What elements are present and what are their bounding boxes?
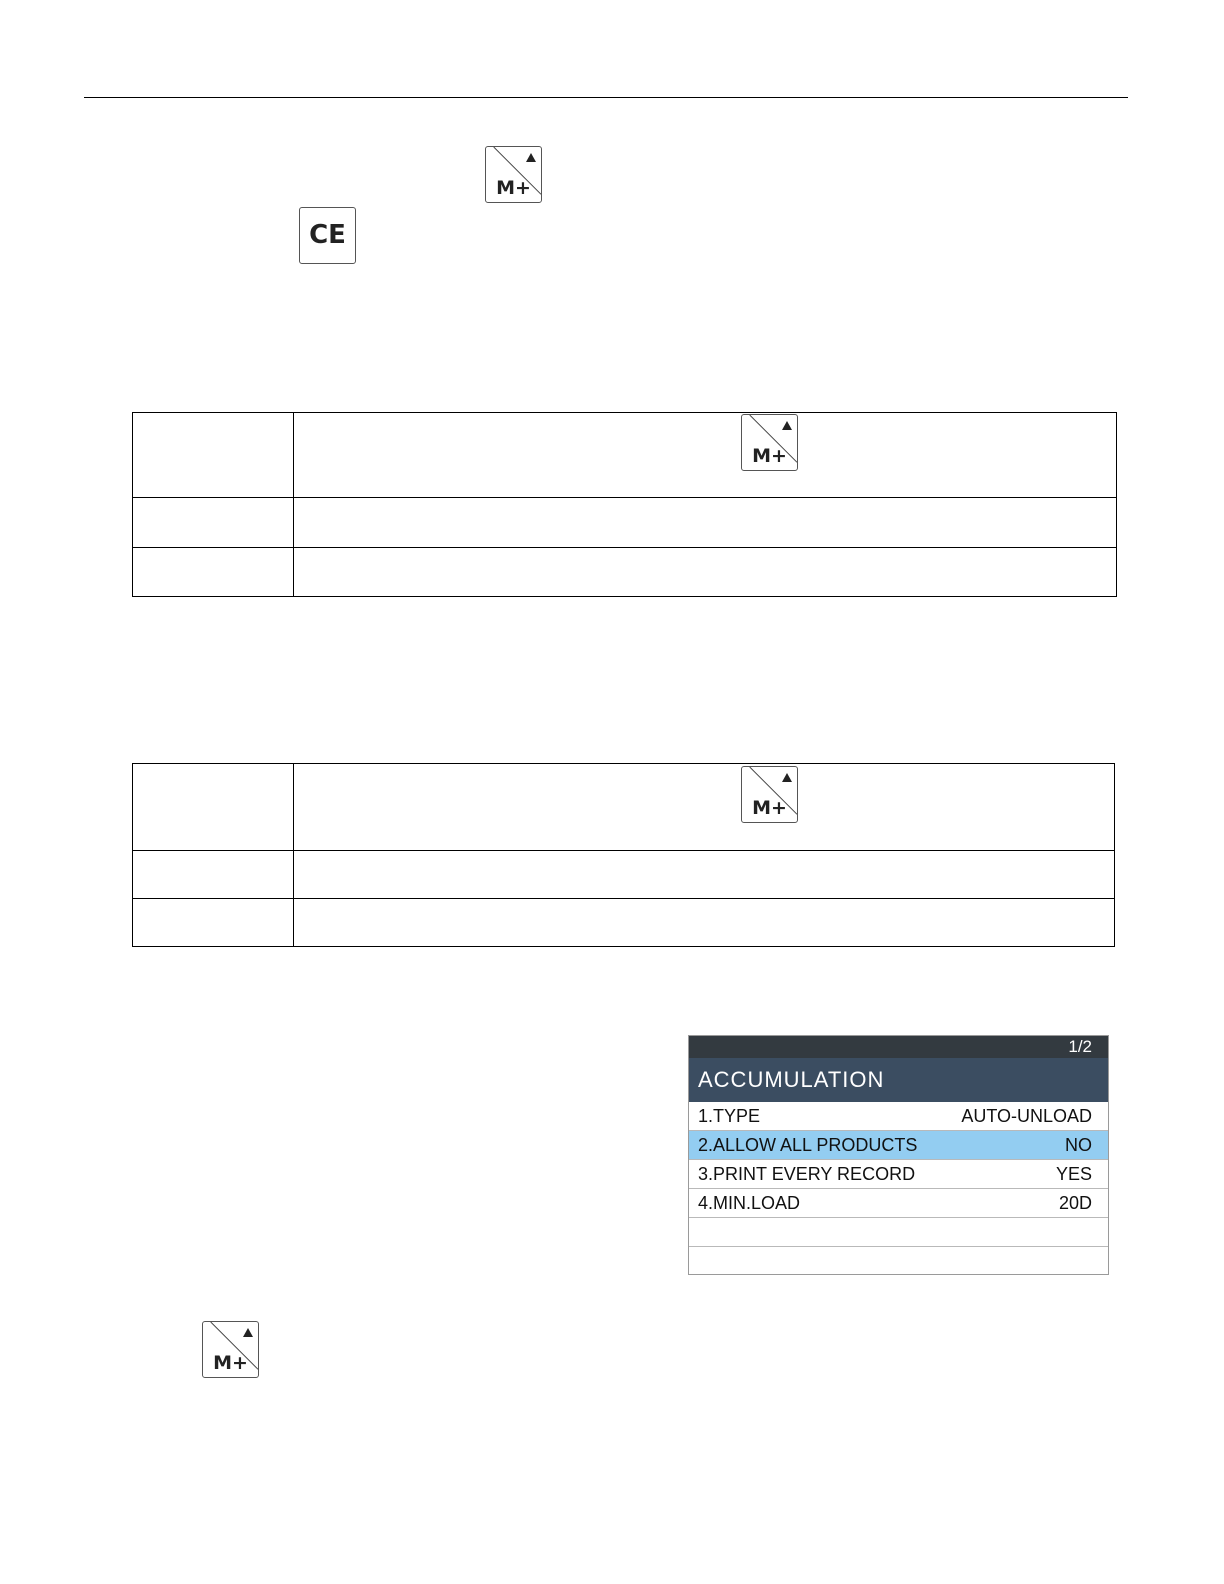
menu-item-label: 2.ALLOW ALL PRODUCTS xyxy=(698,1134,918,1155)
key-label: M+ xyxy=(496,177,531,199)
menu-item-label: 1.TYPE xyxy=(698,1105,761,1126)
screen-menu-item[interactable] xyxy=(689,1247,1108,1276)
up-arrow-icon xyxy=(526,153,536,162)
screen-menu-item[interactable] xyxy=(689,1102,1108,1131)
m-plus-key-icon xyxy=(741,414,798,471)
menu-item-value: 20D xyxy=(1058,1192,1092,1213)
table-cell xyxy=(133,764,294,851)
table-cell xyxy=(294,899,1115,947)
key-label: M+ xyxy=(752,797,787,819)
menu-item-label: 4.MIN.LOAD xyxy=(698,1192,801,1213)
table-cell xyxy=(294,413,1117,498)
screen-title: ACCUMULATION xyxy=(689,1058,1108,1102)
screen-menu-item[interactable] xyxy=(689,1160,1108,1189)
header-rule xyxy=(84,97,1128,98)
accumulation-screen xyxy=(688,1035,1109,1275)
up-arrow-icon xyxy=(782,773,792,782)
table-row xyxy=(133,764,1115,851)
table-cell xyxy=(133,899,294,947)
table-cell xyxy=(294,498,1117,548)
key-label: CE xyxy=(309,220,346,250)
table-row xyxy=(133,498,1117,548)
screen-menu-item[interactable] xyxy=(689,1189,1108,1218)
screen-menu xyxy=(689,1102,1108,1276)
m-plus-key-icon xyxy=(741,766,798,823)
table-cell xyxy=(133,548,294,597)
table-cell xyxy=(294,548,1117,597)
table-row xyxy=(133,851,1115,899)
table-1 xyxy=(132,412,1117,597)
table-row xyxy=(133,899,1115,947)
screen-menu-item[interactable] xyxy=(689,1218,1108,1247)
screen-page-indicator: 1/2 xyxy=(689,1036,1108,1058)
ce-key-icon xyxy=(299,207,356,264)
key-label: M+ xyxy=(213,1352,248,1374)
table-row xyxy=(133,413,1117,498)
menu-item-label: 3.PRINT EVERY RECORD xyxy=(698,1163,916,1184)
menu-item-value: AUTO-UNLOAD xyxy=(961,1105,1092,1126)
menu-item-value: NO xyxy=(1065,1134,1092,1155)
table-cell xyxy=(294,764,1115,851)
key-label: M+ xyxy=(752,445,787,467)
up-arrow-icon xyxy=(782,421,792,430)
screen-menu-item[interactable] xyxy=(689,1131,1108,1160)
table-row xyxy=(133,548,1117,597)
m-plus-key-icon xyxy=(485,146,542,203)
table-cell xyxy=(133,413,294,498)
up-arrow-icon xyxy=(243,1328,253,1337)
table-cell xyxy=(133,851,294,899)
table-2 xyxy=(132,763,1115,947)
menu-item-value: YES xyxy=(1055,1163,1092,1184)
m-plus-key-icon xyxy=(202,1321,259,1378)
table-cell xyxy=(133,498,294,548)
table-cell xyxy=(294,851,1115,899)
